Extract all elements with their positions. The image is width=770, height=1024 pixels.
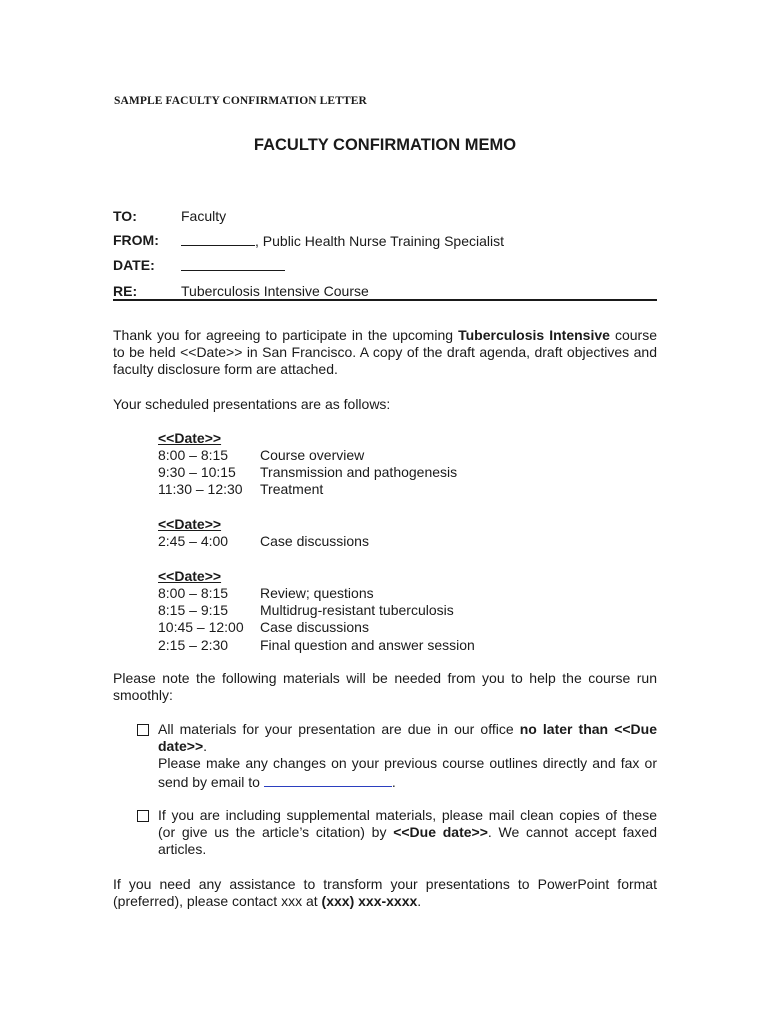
session-time: 2:45 – 4:00: [158, 533, 229, 549]
intro-course-name: Tuberculosis Intensive: [458, 327, 610, 343]
schedule-row: [158, 619, 475, 636]
from-value: [181, 232, 504, 249]
session-topic: Case discussions: [260, 533, 369, 549]
session-time: 11:30 – 12:30: [158, 481, 243, 498]
item2-text-end: . We cannot accept faxed articles.: [158, 824, 658, 858]
closing-paragraph: [113, 876, 657, 910]
document-caption: SAMPLE FACULTY CONFIRMATION LETTER: [114, 95, 367, 107]
session-time: 2:15 – 2:30: [158, 636, 229, 653]
schedule-row: [158, 481, 457, 498]
materials-item-2: [158, 807, 657, 859]
date-value: [181, 257, 285, 274]
schedule-row: [158, 637, 475, 654]
intro-text-1: Thank you for agreeing to participate in the upcoming: [113, 327, 459, 343]
schedule-group: [158, 585, 475, 654]
from-title: , Public Health Nurse Training Specialist: [255, 233, 505, 249]
session-topic: Course overview: [260, 447, 365, 463]
session-time: 8:15 – 9:15: [158, 602, 229, 619]
closing-punct: .: [417, 893, 422, 910]
item2-text: If you are including supplemental materials, please mail clean copies of these (or give us the article’s citation) by: [158, 807, 657, 841]
to-value: Faculty: [181, 208, 227, 224]
email-link-blank[interactable]: [264, 773, 392, 787]
schedule-row: [158, 533, 369, 550]
from-label: FROM:: [113, 232, 159, 248]
session-topic: Treatment: [260, 481, 324, 498]
schedule-row: [158, 447, 457, 464]
session-time: 8:00 – 8:15: [158, 447, 229, 463]
schedule-date-heading: <<Date>>: [158, 568, 222, 584]
checkbox-icon: [137, 724, 149, 736]
schedule-date-heading: <<Date>>: [158, 516, 222, 532]
date-label: DATE:: [113, 257, 155, 273]
session-time: 9:30 – 10:15: [158, 464, 236, 481]
materials-item-1: [158, 721, 657, 791]
item1-due-date: no later than <<Due date>>: [158, 721, 657, 755]
to-label: TO:: [113, 208, 137, 224]
session-topic: Final question and answer session: [260, 636, 475, 653]
re-value: Tuberculosis Intensive Course: [181, 283, 369, 299]
session-topic: Case discussions: [260, 619, 369, 636]
schedule-row: [158, 464, 457, 481]
schedule-group: [158, 533, 369, 550]
schedule-group: [158, 447, 457, 499]
item1-punct: .: [203, 738, 208, 755]
intro-paragraph: [113, 327, 657, 379]
closing-text: If you need any assistance to transform your presentations to PowerPoint format (preferred), please contact xxx at: [113, 876, 657, 910]
session-topic: Transmission and pathogenesis: [260, 464, 458, 481]
checkbox-icon: [137, 810, 149, 822]
presentations-intro: Your scheduled presentations are as follows:: [113, 396, 391, 412]
from-name-blank: [181, 232, 255, 246]
schedule-row: [158, 602, 475, 619]
memo-title: FACULTY CONFIRMATION MEMO: [253, 136, 517, 154]
item1-end: .: [391, 773, 396, 790]
date-blank: [181, 257, 285, 271]
header-divider: [113, 299, 657, 301]
intro-text-2: course to be held <<Date>> in San Francisco. A copy of the draft agenda, draft objectives and faculty disclosure form are attached.: [113, 327, 658, 378]
re-label: RE:: [113, 283, 138, 299]
contact-phone: (xxx) xxx-xxxx: [321, 893, 418, 910]
item1-text: All materials for your presentation are due in our office: [158, 721, 520, 737]
session-time: 8:00 – 8:15: [158, 585, 229, 601]
session-topic: Multidrug-resistant tuberculosis: [260, 602, 454, 619]
materials-intro: Please note the following materials will be needed from you to help the course run smoothly:: [113, 670, 657, 704]
schedule-date-heading: <<Date>>: [158, 430, 222, 446]
item1-line2: Please make any changes on your previous course outlines directly and fax or send by email to: [158, 755, 657, 790]
session-time: 10:45 – 12:00: [158, 619, 244, 636]
schedule-row: [158, 585, 475, 602]
session-topic: Review; questions: [260, 585, 374, 601]
item2-due-date: <<Due date>>: [393, 824, 488, 841]
